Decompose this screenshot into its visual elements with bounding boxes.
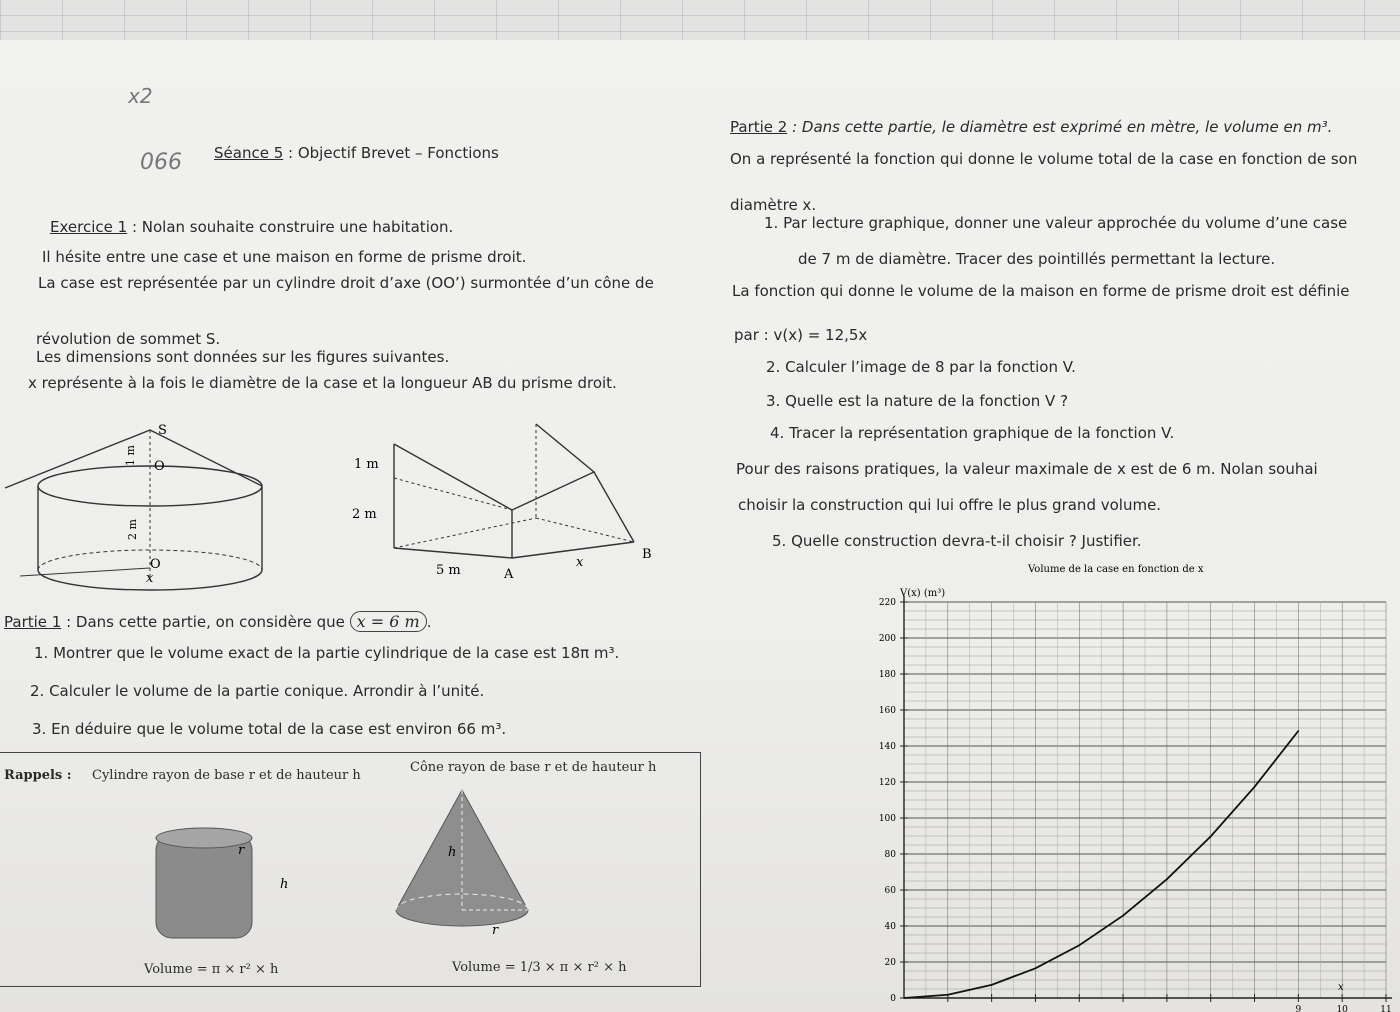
partie2-heading xyxy=(730,118,1332,136)
y-tick-label: 120 xyxy=(878,778,896,788)
data-point xyxy=(1078,944,1080,946)
chart-y-label: V(x) (m³) xyxy=(900,588,946,599)
prism-figure xyxy=(340,418,670,588)
prism-hidden-edge xyxy=(394,518,536,548)
prism-hidden-edge xyxy=(394,478,512,510)
dimension-label: 2 m xyxy=(126,519,139,540)
chart-axes xyxy=(904,596,1392,998)
function-v-definition: par : v(x) = 12,5x xyxy=(734,326,868,344)
y-tick-label: 160 xyxy=(878,706,896,716)
y-tick-label: 200 xyxy=(878,634,896,644)
length-x-label: x xyxy=(576,555,584,570)
cone-title: Cône rayon de base r et de hauteur h xyxy=(410,760,657,775)
question-1: 1. Montrer que le volume exact de la partie cylindrique de la case est 18π m³. xyxy=(34,644,620,662)
prism-edge xyxy=(594,472,634,542)
seance-subtitle: : Objectif Brevet – Fonctions xyxy=(283,144,499,162)
y-tick-label: 220 xyxy=(878,598,896,608)
prism-top-edges xyxy=(394,424,594,510)
data-point xyxy=(1298,730,1300,732)
question-p2-3: 3. Quelle est la nature de la fonction V ? xyxy=(766,392,1069,410)
partie2-label: Partie 2 xyxy=(730,118,788,136)
dimension-label: 2 m xyxy=(352,507,377,522)
data-point xyxy=(1035,968,1037,970)
seance-number: Séance 5 xyxy=(214,144,284,162)
data-point xyxy=(1122,915,1124,917)
question-p2-4: 4. Tracer la représentation graphique de la fonction V. xyxy=(770,424,1175,442)
data-point xyxy=(1254,786,1256,788)
exercise-heading xyxy=(50,218,453,236)
prism-hidden-edge xyxy=(536,518,634,542)
statement-line: La fonction qui donne le volume de la maison en forme de prisme droit est définie xyxy=(732,282,1350,300)
exercise-label: Exercice 1 xyxy=(50,218,128,236)
cylinder-formula: Volume = π × r² × h xyxy=(144,962,279,977)
exercise-intro: : Nolan souhaite construire une habitation. xyxy=(127,218,454,236)
dimension-label: 1 m xyxy=(354,457,379,472)
cylinder-title: Cylindre rayon de base r et de hauteur h xyxy=(92,768,361,783)
y-tick-label: 180 xyxy=(878,670,896,680)
statement-line: On a représenté la fonction qui donne le volume total de la case en fonction de son xyxy=(730,150,1358,168)
statement-line: La case est représentée par un cylindre droit d’axe (OO’) surmontée d’un cône de xyxy=(38,274,654,292)
y-tick-label: 0 xyxy=(890,994,896,1004)
partie1-heading xyxy=(4,612,432,631)
partie1-label: Partie 1 xyxy=(4,613,62,631)
question-p2-2: 2. Calculer l’image de 8 par la fonction V. xyxy=(766,358,1076,376)
question-p2-1: 1. Par lecture graphique, donner une valeur approchée du volume d’une case xyxy=(764,214,1348,232)
statement-line: Les dimensions sont données sur les figures suivantes. xyxy=(36,348,450,366)
prism-edge xyxy=(512,542,634,558)
statement-line: révolution de sommet S. xyxy=(36,330,221,348)
partie1-end: . xyxy=(426,613,432,631)
statement-line: Il hésite entre une case et une maison en forme de prisme droit. xyxy=(42,248,527,266)
chart-ticks xyxy=(879,598,1392,1012)
question-p2-5: 5. Quelle construction devra-t-il choisir ? Justifier. xyxy=(772,532,1142,550)
diameter-marker xyxy=(20,568,150,576)
data-point xyxy=(947,994,949,996)
cone-diagram xyxy=(392,786,542,946)
diameter-x-label: x xyxy=(146,571,154,586)
center-o-label: O xyxy=(154,459,165,474)
question-2: 2. Calculer le volume de la partie conique. Arrondir à l’unité. xyxy=(30,682,485,700)
data-point xyxy=(1166,878,1168,880)
seance-title xyxy=(214,144,499,162)
statement-line: x représente à la fois le diamètre de la case et la longueur AB du prisme droit. xyxy=(28,374,617,392)
center-o2-label: O xyxy=(150,557,161,572)
question-p2-1-cont: de 7 m de diamètre. Tracer des pointillés permettant la lecture. xyxy=(798,250,1276,268)
x-tick-label: 10 xyxy=(1336,1005,1348,1012)
partie2-text: : Dans cette partie, le diamètre est exprimé en mètre, le volume en m³. xyxy=(787,118,1333,136)
y-tick-label: 80 xyxy=(884,850,896,860)
prism-edge xyxy=(394,548,512,558)
rappels-label: Rappels : xyxy=(4,768,72,783)
question-3: 3. En déduire que le volume total de la case est environ 66 m³. xyxy=(32,720,507,738)
x-tick-label: 11 xyxy=(1380,1005,1392,1012)
statement-line: diamètre x. xyxy=(730,196,817,214)
statement-line: Pour des raisons pratiques, la valeur maximale de x est de 6 m. Nolan souhai xyxy=(736,460,1318,478)
x-tick-label: 9 xyxy=(1295,1005,1302,1012)
vertex-a-label: A xyxy=(504,567,514,582)
partie1-text: : Dans cette partie, on considère que xyxy=(61,613,345,631)
rappels-box xyxy=(0,752,701,987)
height-label: h xyxy=(448,845,457,860)
y-tick-label: 140 xyxy=(878,742,896,752)
dimension-label: 1 m xyxy=(124,445,137,466)
statement-line: choisir la construction qui lui offre le plus grand volume. xyxy=(738,496,1162,514)
vertex-b-label: B xyxy=(642,547,652,562)
case-figure xyxy=(0,418,280,598)
data-point xyxy=(991,984,993,986)
volume-chart xyxy=(860,560,1400,1012)
handwritten-number: 066 xyxy=(140,150,182,175)
data-point xyxy=(903,997,905,999)
chart-x-label: x xyxy=(1338,982,1344,993)
radius-label: r xyxy=(492,923,499,938)
dimension-label: 5 m xyxy=(436,563,461,578)
y-tick-label: 40 xyxy=(884,922,896,932)
chart-grid xyxy=(904,602,1386,998)
data-point xyxy=(1210,836,1212,838)
y-tick-label: 20 xyxy=(884,958,896,968)
height-label: h xyxy=(280,877,289,892)
vertex-s-label: S xyxy=(158,423,167,438)
cone-formula: Volume = 1/3 × π × r² × h xyxy=(452,960,627,975)
circled-value: x = 6 m xyxy=(350,611,427,632)
y-tick-label: 100 xyxy=(878,814,896,824)
chart-title: Volume de la case en fonction de x xyxy=(1028,564,1204,575)
y-tick-label: 60 xyxy=(884,886,896,896)
cylinder-diagram xyxy=(150,820,300,950)
radius-label: r xyxy=(238,843,245,858)
handwritten-note: x2 xyxy=(128,84,153,108)
